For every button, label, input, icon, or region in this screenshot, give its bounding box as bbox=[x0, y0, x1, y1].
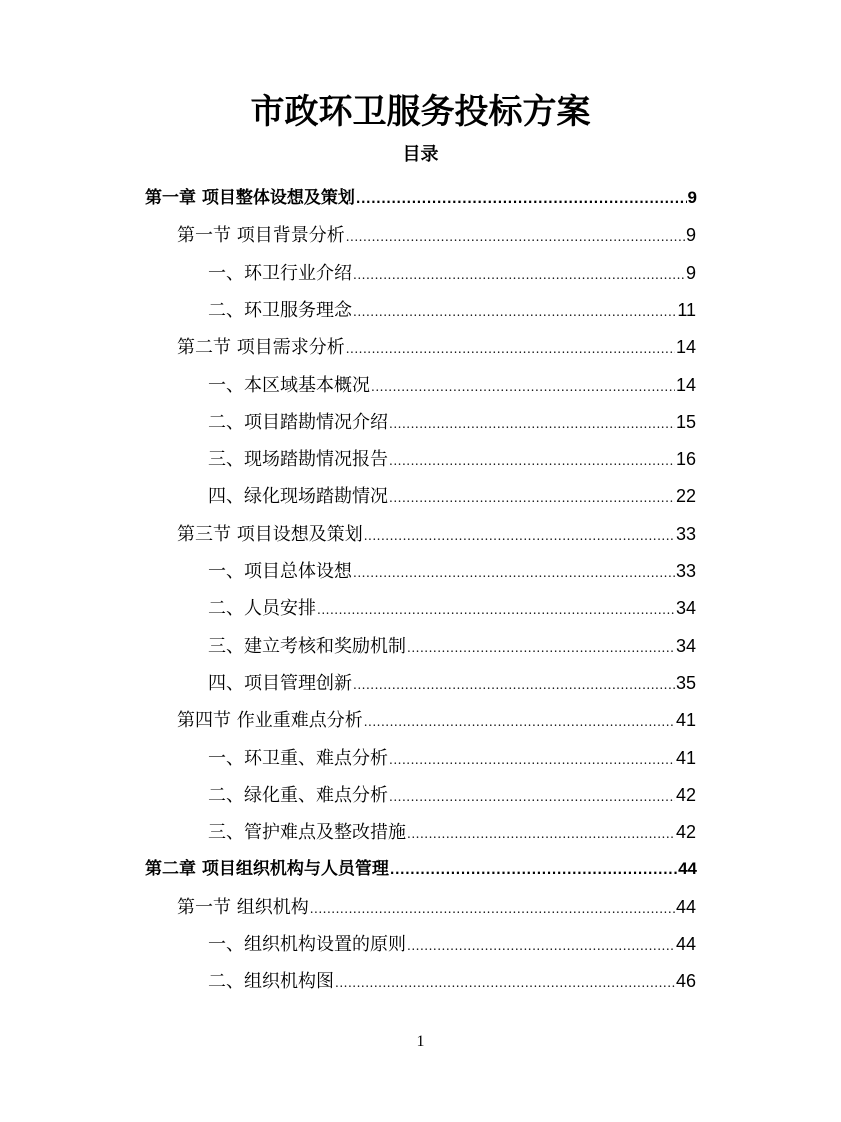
toc-entry-page: 46 bbox=[675, 971, 696, 992]
toc-entry-label: 第一节 项目背景分析 bbox=[177, 225, 345, 247]
toc-subsection-entry[interactable] bbox=[208, 777, 696, 813]
toc-entry-page: 34 bbox=[675, 598, 696, 619]
toc-dot-leader bbox=[353, 555, 675, 591]
toc-subsection-entry[interactable] bbox=[208, 590, 696, 626]
toc-entry-page: 35 bbox=[675, 672, 696, 693]
toc-entry-page: 9 bbox=[687, 188, 697, 207]
toc-subsection-entry[interactable] bbox=[208, 441, 696, 477]
toc-subsection-entry[interactable] bbox=[208, 404, 696, 440]
toc-dot-leader bbox=[407, 630, 675, 666]
toc-dot-leader bbox=[389, 406, 675, 442]
toc-dot-leader bbox=[371, 369, 675, 405]
toc-subsection-entry[interactable] bbox=[208, 814, 696, 850]
toc-entry-page: 34 bbox=[675, 635, 696, 656]
toc-dot-leader bbox=[346, 331, 675, 367]
toc-dot-leader bbox=[356, 181, 687, 217]
toc-subsection-entry[interactable] bbox=[208, 926, 696, 962]
toc-dot-leader bbox=[353, 294, 676, 330]
toc-subsection-entry[interactable] bbox=[208, 478, 696, 514]
toc-entry-label: 第一节 组织机构 bbox=[177, 896, 309, 918]
toc-entry-label: 第四节 作业重难点分析 bbox=[177, 710, 363, 732]
toc-entry-page: 41 bbox=[675, 747, 696, 768]
toc-entry-page: 9 bbox=[685, 262, 696, 283]
toc-entry-label: 一、项目总体设想 bbox=[208, 561, 352, 582]
toc-dot-leader bbox=[335, 965, 675, 1001]
toc-entry-label: 四、项目管理创新 bbox=[208, 672, 352, 694]
toc-heading: 目录 bbox=[402, 144, 439, 165]
toc-dot-leader bbox=[317, 592, 675, 628]
toc-subsection-entry[interactable] bbox=[208, 367, 696, 403]
toc-subsection-entry[interactable] bbox=[208, 963, 696, 999]
toc-dot-leader bbox=[353, 667, 675, 703]
toc-entry-label: 二、人员安排 bbox=[208, 598, 316, 620]
toc-entry-page: 44 bbox=[675, 896, 696, 917]
toc-entry-page: 44 bbox=[675, 934, 696, 954]
toc-section-entry[interactable] bbox=[177, 889, 696, 925]
document-title: 市政环卫服务投标方案 bbox=[250, 92, 591, 132]
toc-entry-label: 一、环卫行业介绍 bbox=[208, 262, 352, 284]
toc-entry-page: 9 bbox=[685, 225, 696, 246]
toc-entry-label: 一、环卫重、难点分析 bbox=[208, 747, 388, 769]
toc-entry-label: 二、项目踏勘情况介绍 bbox=[208, 411, 388, 433]
toc-dot-leader bbox=[407, 816, 675, 852]
toc-entry-label: 二、绿化重、难点分析 bbox=[208, 784, 388, 806]
toc-entry-page: 42 bbox=[675, 784, 696, 805]
toc-subsection-entry[interactable] bbox=[208, 628, 696, 664]
page-number: 1 bbox=[416, 1033, 425, 1050]
toc-entry-label: 三、现场踏勘情况报告 bbox=[208, 449, 388, 471]
toc-entry-page: 16 bbox=[675, 449, 696, 470]
toc-dot-leader bbox=[390, 852, 677, 888]
toc-section-entry[interactable] bbox=[177, 702, 696, 738]
toc-entry-label: 三、建立考核和奖励机制 bbox=[208, 635, 406, 657]
toc-chapter-entry[interactable] bbox=[145, 851, 697, 887]
toc-dot-leader bbox=[364, 704, 675, 740]
toc-dot-leader bbox=[389, 742, 675, 778]
toc-dot-leader bbox=[407, 928, 675, 964]
toc-entry-label: 四、绿化现场踏勘情况 bbox=[208, 486, 388, 508]
toc-section-entry[interactable] bbox=[177, 217, 696, 253]
toc-entry-label: 二、组织机构图 bbox=[208, 971, 334, 993]
toc-entry-page: 15 bbox=[675, 411, 696, 432]
toc-dot-leader bbox=[346, 219, 685, 255]
toc-entry-page: 33 bbox=[675, 561, 696, 581]
toc-subsection-entry[interactable] bbox=[208, 292, 696, 328]
toc-subsection-entry[interactable] bbox=[208, 665, 696, 701]
toc-chapter-entry[interactable] bbox=[145, 180, 697, 216]
toc-subsection-entry[interactable] bbox=[208, 255, 696, 291]
toc-subsection-entry[interactable] bbox=[208, 553, 696, 589]
toc-entry-label: 第二章 项目组织机构与人员管理 bbox=[145, 859, 389, 880]
toc-entry-page: 14 bbox=[675, 374, 696, 395]
toc-dot-leader bbox=[389, 480, 675, 516]
toc-entry-label: 第一章 项目整体设想及策划 bbox=[145, 188, 355, 208]
toc-entry-label: 一、本区域基本概况 bbox=[208, 374, 370, 396]
toc-section-entry[interactable] bbox=[177, 329, 696, 365]
toc-dot-leader bbox=[389, 779, 675, 815]
toc-dot-leader bbox=[364, 518, 675, 554]
toc-entry-page: 44 bbox=[678, 859, 697, 879]
toc-entry-page: 14 bbox=[675, 337, 696, 358]
toc-subsection-entry[interactable] bbox=[208, 740, 696, 776]
toc-dot-leader bbox=[310, 891, 675, 927]
toc-dot-leader bbox=[353, 257, 685, 293]
toc-entry-page: 33 bbox=[675, 523, 696, 544]
toc-entry-page: 22 bbox=[675, 486, 696, 507]
toc-entry-page: 42 bbox=[675, 822, 696, 843]
toc-entry-page: 41 bbox=[675, 710, 696, 731]
toc-dot-leader bbox=[389, 443, 675, 479]
toc-entry-label: 第二节 项目需求分析 bbox=[177, 337, 345, 359]
toc-entry-label: 二、环卫服务理念 bbox=[208, 299, 352, 321]
toc-entry-page: 11 bbox=[677, 299, 696, 320]
toc-entry-label: 第三节 项目设想及策划 bbox=[177, 523, 363, 545]
toc-section-entry[interactable] bbox=[177, 516, 696, 552]
toc-entry-label: 三、管护难点及整改措施 bbox=[208, 822, 406, 844]
toc-entry-label: 一、组织机构设置的原则 bbox=[208, 934, 406, 955]
